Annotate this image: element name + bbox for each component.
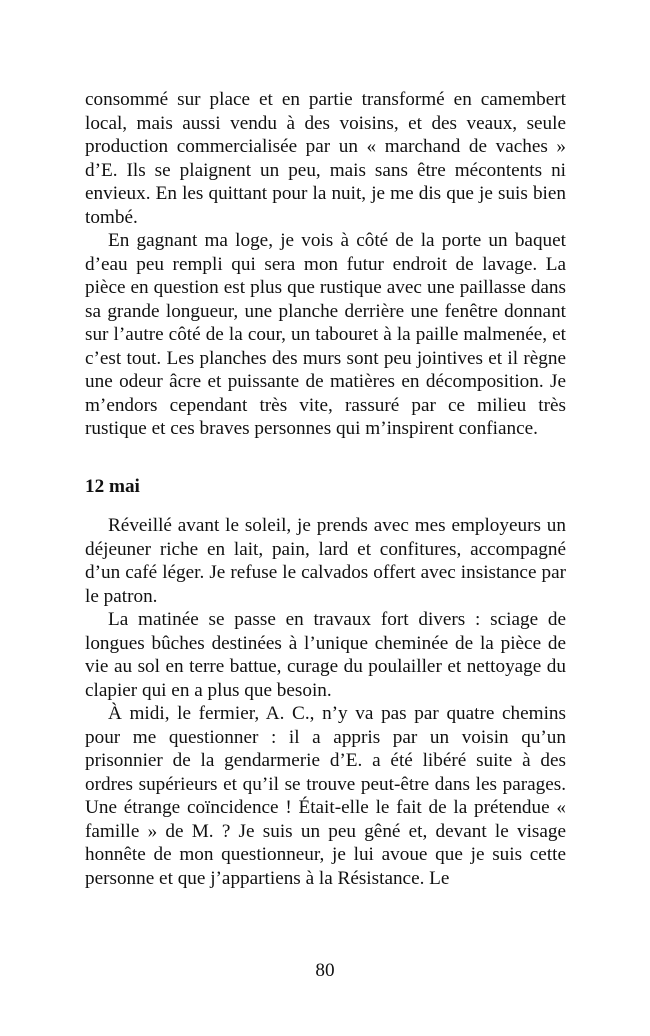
- paragraph-morning-work: La matinée se passe en travaux fort divers : sciage de longues bûches destinées à l’unique cheminée de la pièce de vie au sol en terre battue, curage du poulailler et nettoyage du clapier qui en a plus que besoin.: [85, 609, 566, 701]
- paragraph-loge: En gagnant ma loge, je vois à côté de la porte un baquet d’eau peu rempli qui sera mon futur endroit de lavage. La pièce en question est plus que rustique avec une paillasse dans sa grande longueur, une planche derrière une fenêtre donnant sur l’autre côté de la cour, un tabouret à la paille malmenée, et c’est tout. Les planches des murs sont peu jointives et il règne une odeur âcre et puissante de matières en décomposition. Je m’endors cependant très vite, rassuré par ce milieu très rustique et ces braves personnes qui m’inspirent confiance.: [85, 230, 566, 439]
- section-heading: 12 mai: [85, 475, 140, 497]
- page-number: 80: [315, 960, 335, 981]
- paragraph-breakfast: Réveillé avant le soleil, je prends avec mes employeurs un déjeuner riche en lait, pain, lard et confitures, accompagné d’un café léger. Je refuse le calvados offert avec insistance par le patron.: [85, 515, 566, 607]
- paragraph-continuation: consommé sur place et en partie transformé en camembert local, mais aussi vendu à des voisins, et des veaux, seule production commercialisée par un « marchand de vaches » d’E. Ils se plaignent un peu, mais sans être mécontents ni envieux. En les quittant pour la nuit, je me dis que je suis bien tombé.: [85, 89, 566, 228]
- page-body: [85, 88, 566, 890]
- paragraph-noon: À midi, le fermier, A. C., n’y va pas par quatre chemins pour me questionner : il a appris par un voisin qu’un prisonnier de la gendarmerie d’E. a été libéré suite à des ordres supérieurs et qu’il se trouve peut-être dans les parages. Une étrange coïncidence ! Était-elle le fait de la prétendue « famille » de M. ? Je suis un peu gêné et, devant le visage honnête de mon questionneur, je lui avoue que je suis cette personne et que j’appartiens à la Résistance. Le: [85, 703, 566, 889]
